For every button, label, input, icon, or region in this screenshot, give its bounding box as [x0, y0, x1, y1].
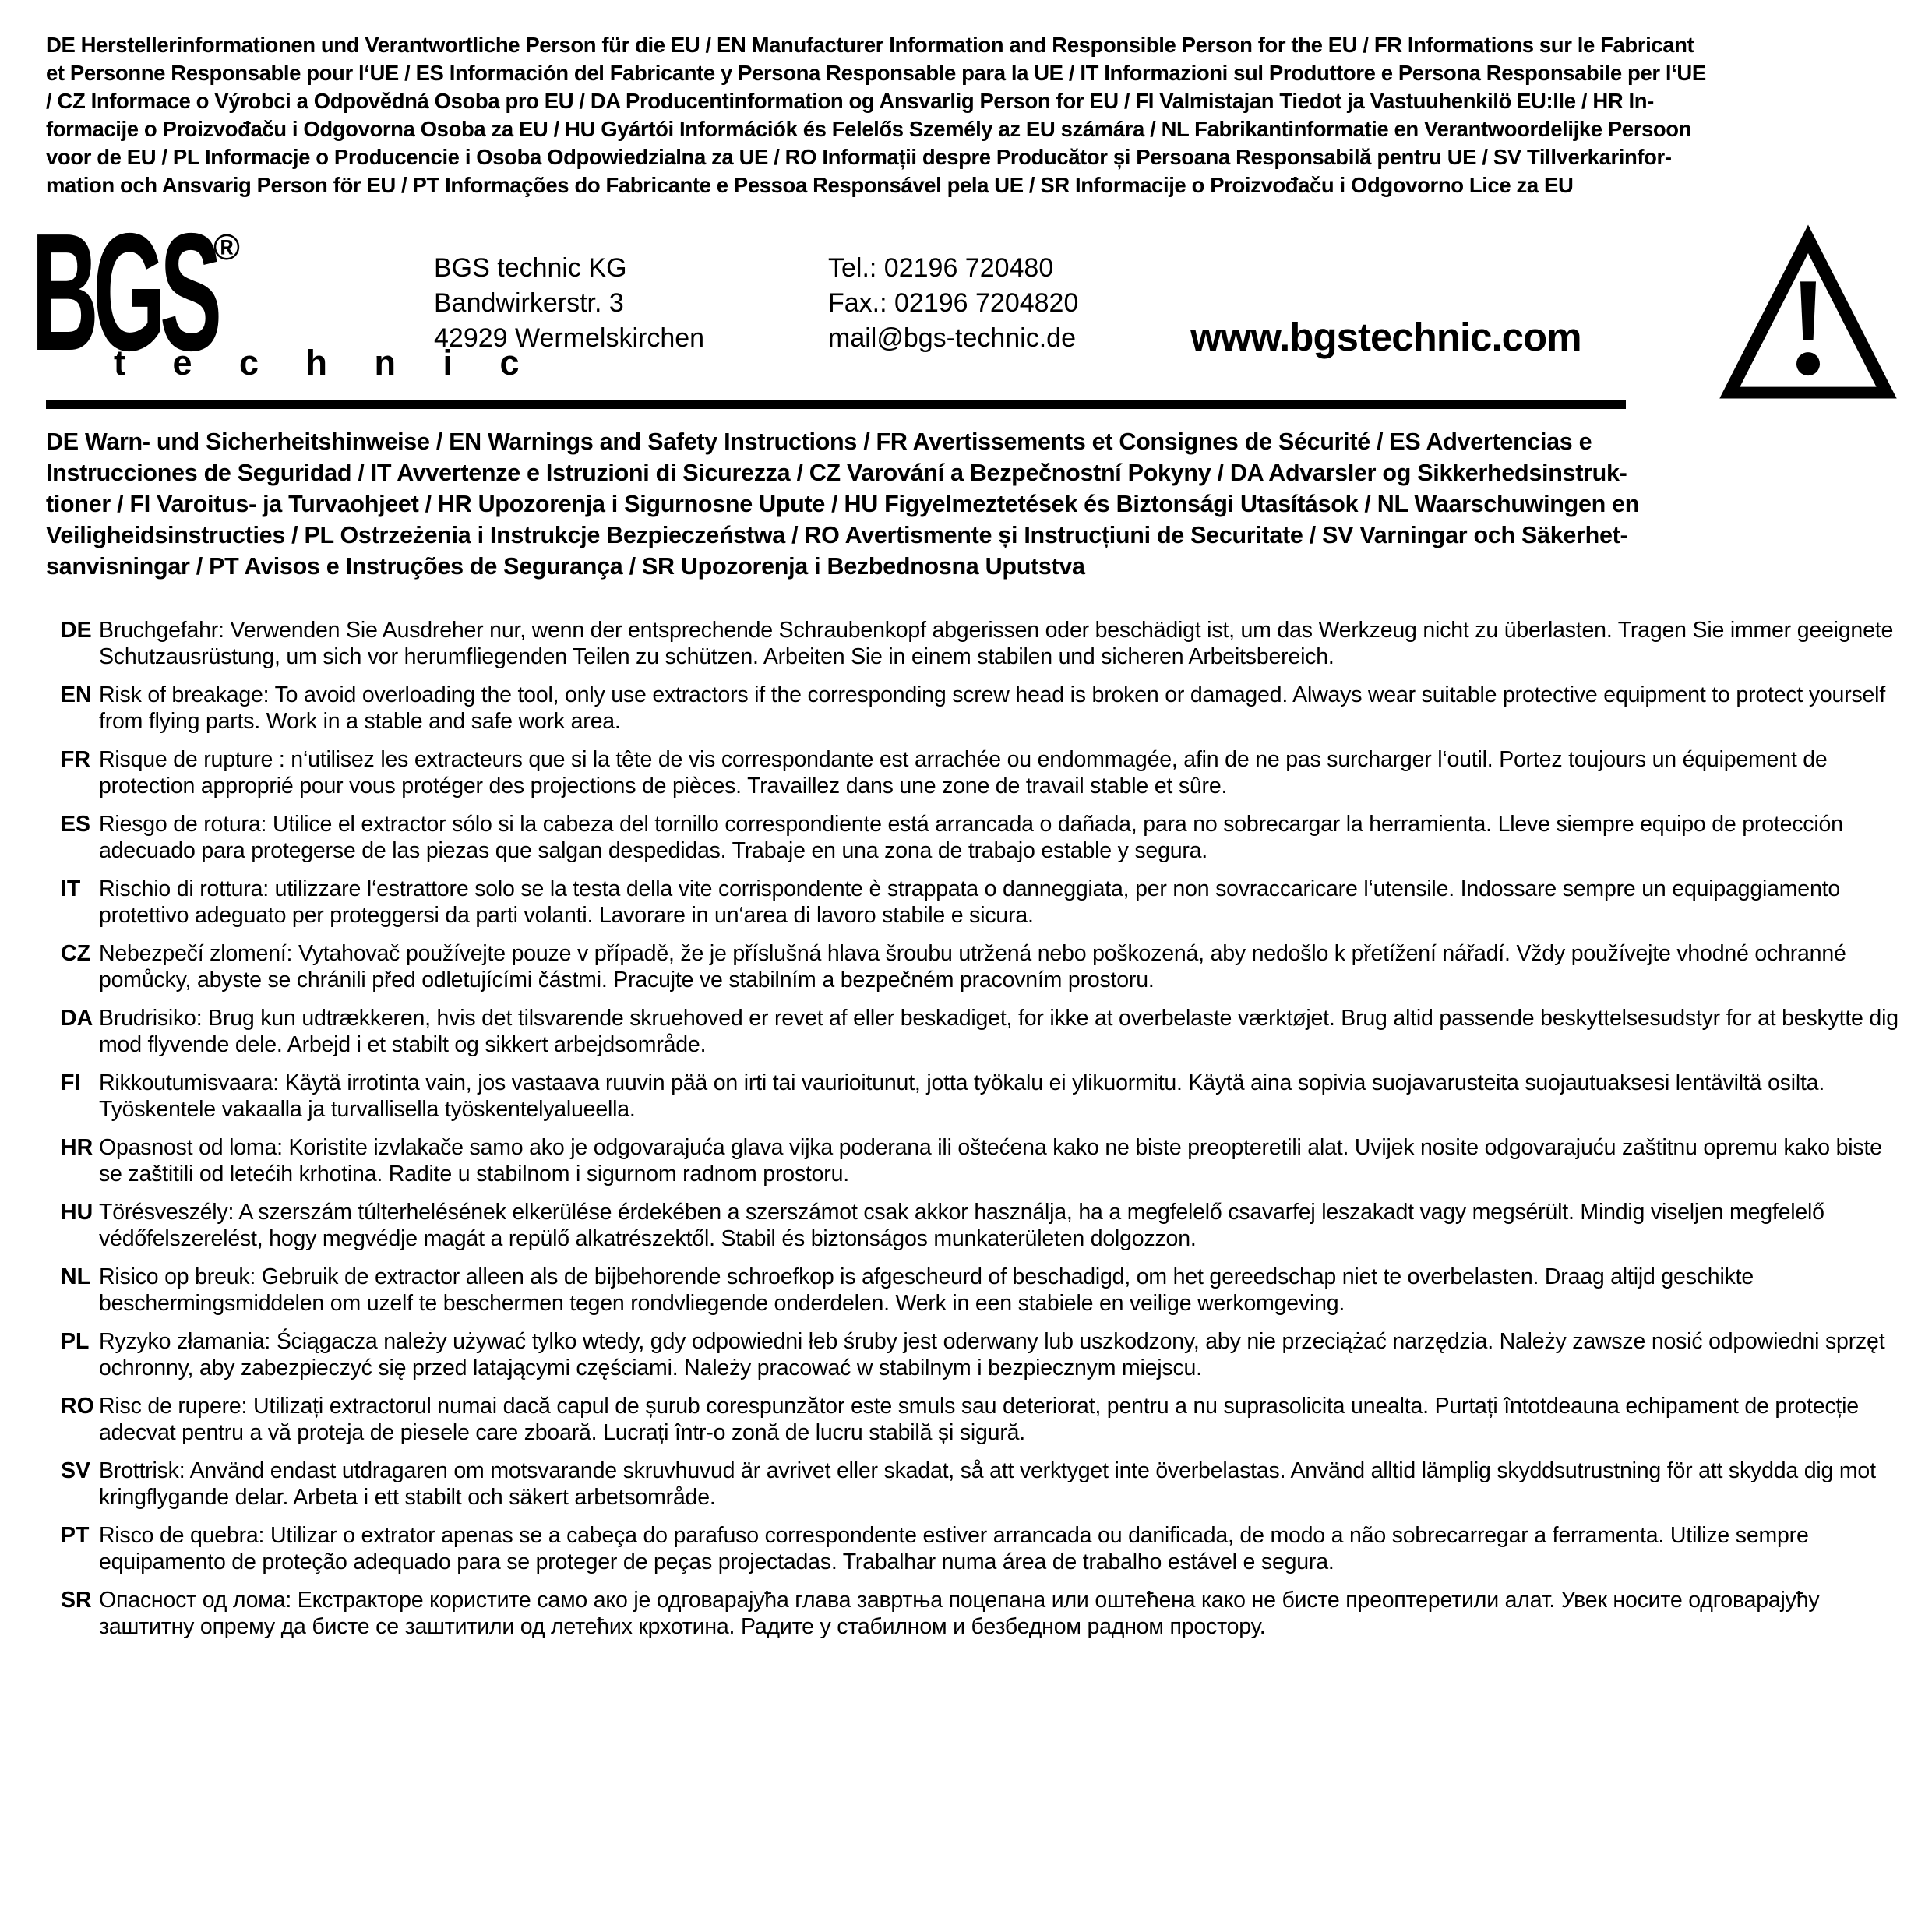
safety-note-text: Riesgo de rotura: Utilice el extractor sólo si la cabeza del tornillo correspondiente está arrancada o dañada, para no sobrecargar la herramienta. Lleve siempre equipo de protección adecuado para protegerse de las piezas que salgan despedidas. Trabaje en una zona de trabajo estable y segura. — [99, 812, 1843, 863]
warnings-header-line: DE Warn- und Sicherheitshinweise / EN Warnings and Safety Instructions / FR Avertissements et Consignes de Sécurité / ES Advertencias e — [46, 428, 1592, 455]
company-tel: Tel.: 02196 720480 — [828, 253, 1054, 283]
safety-note-text: Brudrisiko: Brug kun udtrækkeren, hvis det tilsvarende skruehoved er revet af eller beskadiget, for ikke at overbelaste værktøjet. Brug altid passende beskyttelsesudstyr for at beskytte dig mod flyvende dele. Arbejd i et stabilt og sikkert arbejdsområde. — [99, 1006, 1899, 1057]
language-code: CZ — [61, 941, 90, 966]
language-code: ES — [61, 812, 91, 837]
safety-note-text: Bruchgefahr: Verwenden Sie Ausdreher nur, wenn der entsprechende Schraubenkopf abgerissen oder beschädigt ist, um das Werkzeug nicht zu überlasten. Tragen Sie immer geeignete Schutzausrüstung, um sich vor herumfliegenden Teilen zu schützen. Arbeiten Sie in einem stabilen und sicheren Arbeitsbereich. — [99, 618, 1894, 669]
manufacturer-header-line: / CZ Informace o Výrobci a Odpovědná Osoba pro EU / DA Producentinformation og Ansvarlig Person for EU / FI Valmistajan Tiedot ja Vastuuhenkilö EU:lle / HR In- — [46, 89, 1654, 113]
language-code: HU — [61, 1200, 93, 1225]
safety-note-de — [61, 618, 1909, 670]
safety-note-text: Опасност од лома: Екстракторе користите само ако је одговарајућа глава завртња поцепана или оштећена како не бисте преоптеретили алат. Увек носите одговарајућу заштитну опрему да бисте се заштитили од летећих крхотина. Радите у стабилном и безбедном радном простору. — [99, 1588, 1820, 1639]
safety-note-en — [61, 682, 1909, 735]
language-code: PT — [61, 1523, 90, 1548]
warnings-header — [46, 426, 1909, 582]
safety-note-text: Rischio di rottura: utilizzare l‘estrattore solo se la testa della vite corrispondente è strappata o danneggiata, per non sovraccaricare l‘utensile. Indossare sempre un equipaggiamento protettivo adeguato per proteggersi da parti volanti. Lavorare in un‘area di lavoro stabile e sicura. — [99, 876, 1840, 928]
safety-note-da — [61, 1006, 1909, 1058]
language-code: PL — [61, 1329, 90, 1354]
manufacturer-header-line: et Personne Responsable pour l‘UE / ES Información del Fabricante y Persona Responsable para la UE / IT Informazioni sul Produttore e Persona Responsabile per l‘UE — [46, 61, 1706, 85]
safety-note-text: Risco de quebra: Utilizar o extrator apenas se a cabeça do parafuso correspondente estiver arrancada ou danificada, de modo a não sobrecarregar a ferramenta. Utilize sempre equipamento de proteção adequado para se proteger de peças projectadas. Trabalhar numa área de trabalho estável e segura. — [99, 1523, 1809, 1574]
language-code: FR — [61, 747, 90, 772]
safety-note-fr — [61, 747, 1909, 799]
safety-note-es — [61, 812, 1909, 864]
horizontal-divider — [46, 400, 1626, 409]
safety-note-pt — [61, 1523, 1909, 1575]
safety-note-text: Nebezpečí zlomení: Vytahovač používejte pouze v případě, že je příslušná hlava šroubu utržená nebo poškozená, aby nedošlo k přetížení nářadí. Vždy používejte vhodné ochranné pomůcky, abyste se chránili před odletujícími částmi. Pracujte ve stabilním a bezpečném pracovním prostoru. — [99, 941, 1846, 992]
company-phone-block — [828, 251, 1078, 356]
safety-note-nl — [61, 1264, 1909, 1317]
manufacturer-header-line: DE Herstellerinformationen und Verantwortliche Person für die EU / EN Manufacturer Information and Responsible Person for the EU / FR Informations sur le Fabricant — [46, 33, 1694, 57]
safety-note-text: Risico op breuk: Gebruik de extractor alleen als de bijbehorende schroefkop is afgescheurd of beschadigd, om het gereedschap niet te overbelasten. Draag altijd geschikte beschermingsmiddelen om uzelf te beschermen tegen rondvliegende onderdelen. Werk in een stabiele en veilige werkomgeving. — [99, 1264, 1754, 1316]
safety-note-hr — [61, 1135, 1909, 1187]
warnings-header-line: tioner / FI Varoitus- ja Turvaohjeet / HR Upozorenja i Sigurnosne Upute / HU Figyelmeztetések és Biztonsági Utasítások / NL Waarschuwingen en — [46, 491, 1640, 517]
warning-triangle-icon — [1718, 223, 1899, 400]
language-code: RO — [61, 1394, 94, 1419]
registered-trademark-symbol: ® — [213, 227, 240, 267]
safety-note-text: Brottrisk: Använd endast utdragaren om motsvarande skruvhuvud är avrivet eller skadat, så att verktyget inte överbelastas. Använd alltid lämplig skyddsutrustning för att skydda dig mot kringflygande delar. Arbeta i ett stabilt och säkert arbetsområde. — [99, 1458, 1876, 1510]
language-code: FI — [61, 1070, 81, 1095]
company-street: Bandwirkerstr. 3 — [434, 288, 624, 318]
company-website: www.bgstechnic.com — [1190, 315, 1581, 359]
safety-note-text: Risc de rupere: Utilizați extractorul numai dacă capul de șurub corespunzător este smuls sau deteriorat, pentru a nu suprasolicita unealta. Purtați întotdeauna echipament de protecție adecvat pentru a vă proteja de piesele care zboară. Lucrați într-o zonă de lucru stabilă și sigură. — [99, 1394, 1859, 1445]
safety-note-it — [61, 876, 1909, 929]
safety-note-ro — [61, 1394, 1909, 1446]
safety-note-cz — [61, 941, 1909, 993]
company-name: BGS technic KG — [434, 253, 627, 283]
safety-notes-list — [61, 618, 1909, 1652]
manufacturer-header-line: voor de EU / PL Informacje o Producencie i Osoba Odpowiedzialna za UE / RO Informații despre Producător și Persoana Responsabilă pentru UE / SV Tillverkarinfor- — [46, 145, 1672, 169]
safety-note-text: Risk of breakage: To avoid overloading the tool, only use extractors if the corresponding screw head is broken or damaged. Always wear suitable protective equipment to protect yourself from flying parts. Work in a stable and safe work area. — [99, 682, 1886, 734]
language-code: IT — [61, 876, 81, 901]
bgs-logo-text: BGS — [31, 198, 217, 386]
language-code: EN — [61, 682, 92, 707]
safety-note-text: Rikkoutumisvaara: Käytä irrotinta vain, jos vastaava ruuvin pää on irti tai vaurioitunut, jotta työkalu ei ylikuormitu. Käytä aina sopivia suojavarusteita suojautuaksesi lentäviltä osilta. Työskentele vakaalla ja turvallisella työskentelyalueella. — [99, 1070, 1825, 1122]
company-fax: Fax.: 02196 7204820 — [828, 288, 1079, 318]
company-address — [434, 251, 704, 356]
language-code: SR — [61, 1588, 92, 1613]
language-code: DA — [61, 1006, 93, 1031]
language-code: HR — [61, 1135, 93, 1160]
language-code: DE — [61, 618, 92, 643]
safety-note-fi — [61, 1070, 1909, 1123]
safety-note-text: Ryzyko złamania: Ściągacza należy używać tylko wtedy, gdy odpowiedni łeb śruby jest oderwany lub uszkodzony, aby nie przeciążać narzędzia. Należy zawsze nosić odpowiedni sprzęt ochronny, aby zabezpieczyć się przed latającymi częściami. Należy pracować w stabilnym i bezpiecznym miejscu. — [99, 1329, 1885, 1380]
warnings-header-line: sanvisningar / PT Avisos e Instruções de Segurança / SR Upozorenja i Bezbednosna Uputstva — [46, 553, 1085, 580]
safety-note-pl — [61, 1329, 1909, 1381]
manufacturer-header-line: formacije o Proizvođaču i Odgovorna Osoba za EU / HU Gyártói Információk és Felelős Személy az EU számára / NL Fabrikantinformatie en Verantwoordelijke Persoon — [46, 117, 1692, 141]
safety-note-text: Risque de rupture : n‘utilisez les extracteurs que si la tête de vis correspondante est arrachée ou endommagée, afin de ne pas surcharger l‘outil. Portez toujours un équipement de protection approprié pour vous protéger des projections de pièces. Travaillez dans une zone de travail stable et sûre. — [99, 747, 1828, 799]
manufacturer-header-line: mation och Ansvarig Person för EU / PT Informações do Fabricante e Pessoa Responsável pela UE / SR Informacije o Proizvođaču i Odgovorno Lice za EU — [46, 173, 1574, 197]
warnings-header-line: Instrucciones de Seguridad / IT Avvertenze e Istruzioni di Sicurezza / CZ Varování a Bezpečnostní Pokyny / DA Advarsler og Sikkerhedsinstruk- — [46, 460, 1627, 486]
safety-note-text: Opasnost od loma: Koristite izvlakače samo ako je odgovarajuća glava vijka poderana ili oštećena kako ne biste preopteretili alat. Uvijek nosite odgovarajuću zaštitnu opremu kako biste se zaštitili od letećih krhotina. Radite u stabilnom i sigurnom radnom prostoru. — [99, 1135, 1882, 1186]
warnings-header-line: Veiligheidsinstructies / PL Ostrzeżenia i Instrukcje Bezpieczeństwa / RO Avertismente și Instrucțiuni de Securitate / SV Varningar och Säkerhet- — [46, 522, 1628, 548]
safety-note-sv — [61, 1458, 1909, 1511]
safety-note-text: Törésveszély: A szerszám túlterhelésének elkerülése érdekében a szerszámot csak akkor használja, ha a megfelelő csavarfej leszakadt vagy megsérült. Mindig viseljen megfelelő védőfelszerelést, hogy megvédje magát a repülő alkatrészektől. Stabil és biztonságos munkaterületen dolgozzon. — [99, 1200, 1824, 1251]
manufacturer-header — [46, 31, 1909, 199]
bgs-logo-subtext: t e c h n i c — [114, 343, 538, 383]
company-email: mail@bgs-technic.de — [828, 323, 1076, 353]
safety-note-hu — [61, 1200, 1909, 1252]
safety-note-sr — [61, 1588, 1909, 1640]
language-code: SV — [61, 1458, 91, 1483]
language-code: NL — [61, 1264, 90, 1289]
company-city: 42929 Wermelskirchen — [434, 323, 705, 353]
